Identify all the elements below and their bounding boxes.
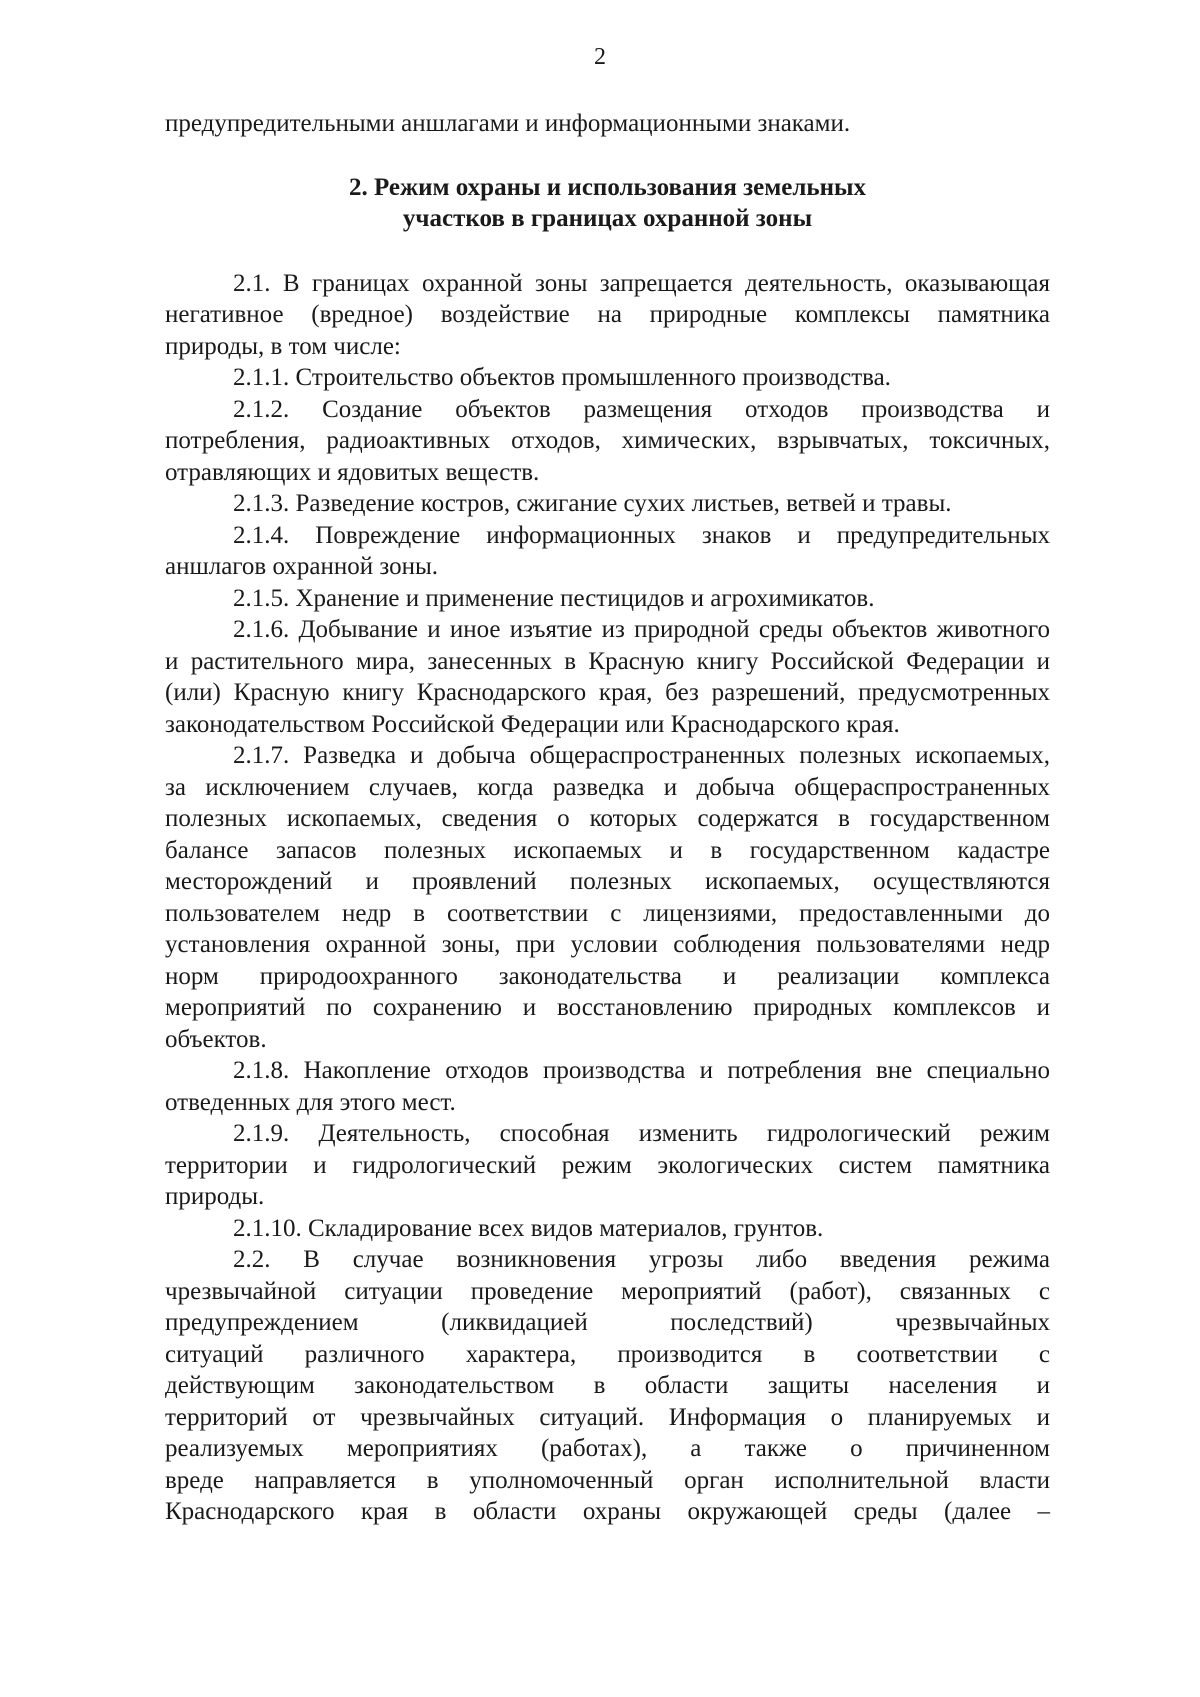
paragraph-line: норм природоохранного законодательства и реализации комплекса xyxy=(165,962,1050,990)
paragraph-2-1-1 xyxy=(165,362,1050,394)
paragraph-line: 2.1.10. Складирование всех видов материалов, грунтов. xyxy=(233,1214,824,1242)
paragraph-2-2 xyxy=(165,1244,1050,1528)
paragraph-line: 2.1.5. Хранение и применение пестицидов и агрохимикатов. xyxy=(233,584,875,612)
paragraph-2-1-10 xyxy=(165,1213,1050,1245)
section-heading-line-1: 2. Режим охраны и использования земельных xyxy=(348,173,867,201)
paragraph-line: установления охранной зоны, при условии соблюдения пользователями недр xyxy=(165,931,1050,958)
paragraph-2-1-8 xyxy=(165,1055,1050,1118)
paragraph-line: реализуемых мероприятиях (работах), а также о причиненном xyxy=(165,1435,1050,1462)
page-number: 2 xyxy=(594,44,606,70)
paragraph-2-1-5 xyxy=(165,583,1050,615)
paragraph-line: (или) Красную книгу Краснодарского края, без разрешений, предусмотренных xyxy=(165,679,1050,706)
paragraph-line: мероприятий по сохранению и восстановлению природных комплексов и xyxy=(165,994,1050,1021)
paragraph-line: месторождений и проявлений полезных ископаемых, осуществляются xyxy=(165,868,1050,895)
paragraph-line: ситуаций различного характера, производится в соответствии с xyxy=(165,1340,1050,1368)
paragraph-line: пользователем недр в соответствии с лицензиями, предоставленными до xyxy=(165,899,1050,927)
paragraph-line: действующим законодательством в области защиты населения и xyxy=(165,1372,1050,1399)
paragraph-line: природы, в том числе: xyxy=(165,332,401,360)
section-heading xyxy=(165,172,1050,234)
paragraph-line: 2.1. В границах охранной зоны запрещается деятельность, оказывающая xyxy=(233,269,1050,297)
paragraph-line: законодательством Российской Федерации или Краснодарского края. xyxy=(165,710,900,738)
paragraph-line: 2.1.2. Создание объектов размещения отходов производства и xyxy=(233,395,1050,423)
paragraph-line: территорий от чрезвычайных ситуаций. Информация о планируемых и xyxy=(165,1403,1050,1431)
paragraph-line: 2.1.4. Повреждение информационных знаков и предупредительных xyxy=(233,521,1050,549)
paragraph-line: балансе запасов полезных ископаемых и в государственном кадастре xyxy=(165,836,1050,864)
paragraph-line: вреде направляется в уполномоченный орган исполнительной власти xyxy=(165,1466,1050,1494)
paragraph-line: 2.1.8. Накопление отходов производства и потребления вне специально xyxy=(233,1057,1050,1084)
paragraph-line: за исключением случаев, когда разведка и добыча общераспространенных xyxy=(165,773,1050,801)
paragraph-line: 2.1.1. Строительство объектов промышленного производства. xyxy=(233,364,891,391)
paragraph-line: отведенных для этого мест. xyxy=(165,1088,456,1116)
paragraph-2-1 xyxy=(165,268,1050,363)
paragraph-line: объектов. xyxy=(165,1025,267,1053)
paragraph-line: отравляющих и ядовитых веществ. xyxy=(165,458,540,486)
paragraph-line: 2.1.7. Разведка и добыча общераспространенных полезных ископаемых, xyxy=(233,742,1050,769)
paragraph-line: негативное (вредное) воздействие на природные комплексы памятника xyxy=(165,301,1050,328)
paragraph-line: территории и гидрологический режим экологических систем памятника xyxy=(165,1151,1050,1179)
paragraph-line: 2.2. В случае возникновения угрозы либо введения режима xyxy=(233,1246,1050,1273)
paragraph-line: 2.1.9. Деятельность, способная изменить гидрологический режим xyxy=(233,1120,1050,1147)
paragraph-2-1-9 xyxy=(165,1118,1050,1213)
paragraph-line: потребления, радиоактивных отходов, химических, взрывчатых, токсичных, xyxy=(165,427,1050,454)
paragraph-line: предупреждением (ликвидацией последствий) чрезвычайных xyxy=(165,1309,1050,1336)
paragraph-2-1-2 xyxy=(165,394,1050,489)
paragraph-line: и растительного мира, занесенных в Красную книгу Российской Федерации и xyxy=(165,647,1050,675)
paragraph-2-1-7 xyxy=(165,740,1050,1055)
intro-line: предупредительными аншлагами и информационными знаками. xyxy=(165,110,851,137)
paragraph-line: Краснодарского края в области охраны окружающей среды (далее – xyxy=(165,1498,1050,1525)
paragraph-2-1-4 xyxy=(165,520,1050,583)
paragraph-2-1-3 xyxy=(165,488,1050,520)
paragraph-line: полезных ископаемых, сведения о которых содержатся в государственном xyxy=(165,805,1050,832)
document-body xyxy=(165,108,1050,1528)
paragraph-line: природы. xyxy=(165,1183,265,1210)
paragraph-line: чрезвычайной ситуации проведение мероприятий (работ), связанных с xyxy=(165,1277,1050,1305)
paragraph-line: аншлагов охранной зоны. xyxy=(165,553,438,580)
paragraph-line: 2.1.6. Добывание и иное изъятие из природной среды объектов животного xyxy=(233,616,1050,643)
paragraph-line: 2.1.3. Разведение костров, сжигание сухих листьев, ветвей и травы. xyxy=(233,490,952,517)
paragraph-2-1-6 xyxy=(165,614,1050,740)
section-heading-line-2: участков в границах охранной зоны xyxy=(402,204,813,232)
